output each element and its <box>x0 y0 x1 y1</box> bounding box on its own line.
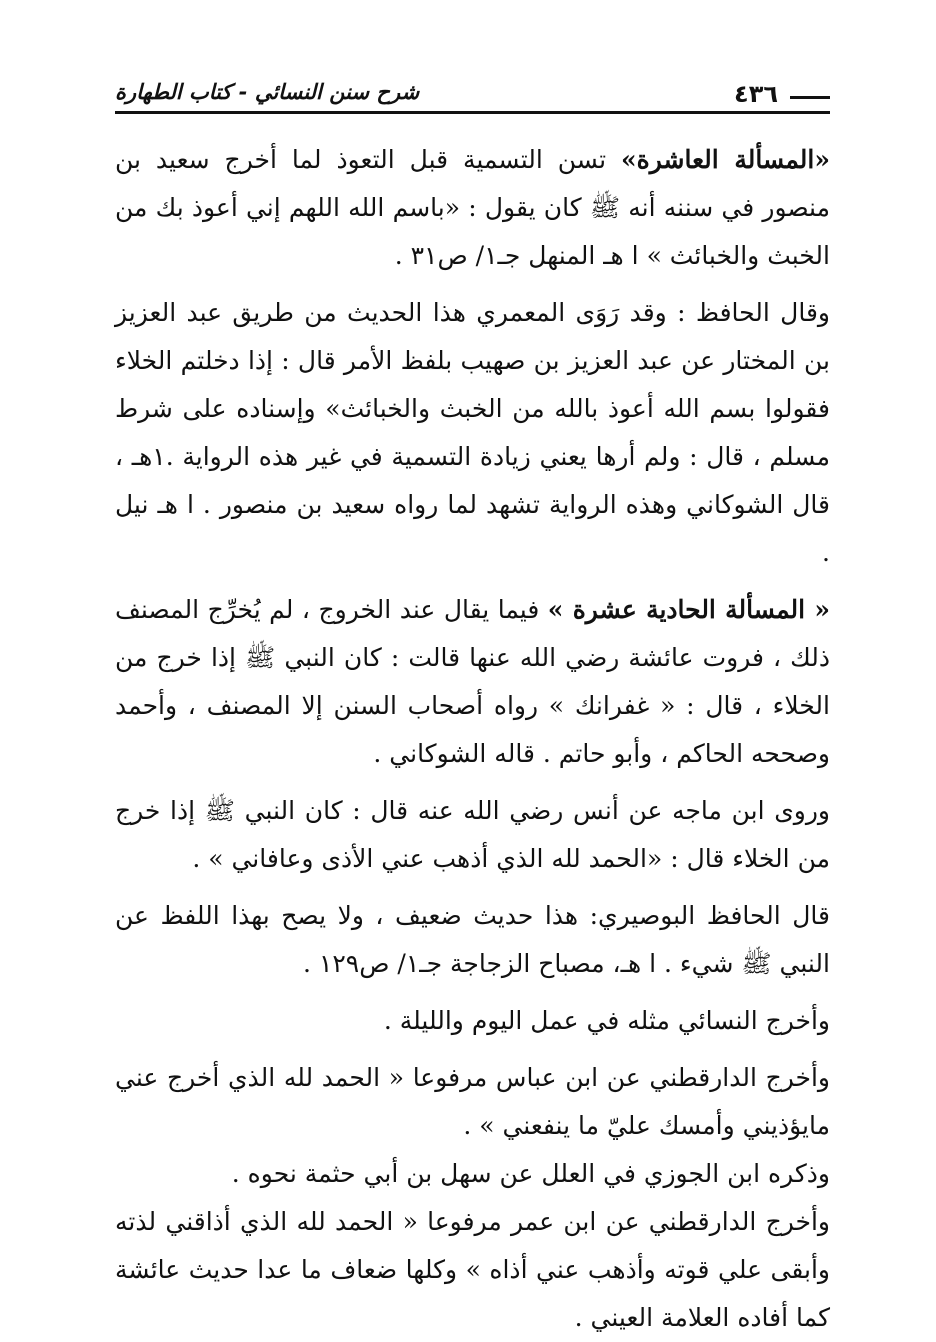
paragraph-text: وروى ابن ماجه عن أنس رضي الله عنه قال : كان النبي ﷺ إذا خرج من الخلاء قال : «الحمد لله الذي أذهب عني الأذى وعافاني » . <box>115 796 830 873</box>
paragraph-text: وأخرج النسائي مثله في عمل اليوم والليلة . <box>383 1006 830 1035</box>
body-text <box>115 136 830 1342</box>
page-number: ٤٣٦ <box>734 80 778 108</box>
paragraph-text: تسن التسمية قبل التعوذ لما أخرج سعيد بن منصور في سننه أنه ﷺ كان يقول : «باسم الله اللهم إني أعوذ بك من الخبث والخبائث » ا هـ المنهل جـ١/ ص٣١ . <box>115 145 830 270</box>
paragraph-ibn-jawzi <box>115 1150 830 1198</box>
paragraph-masala-hadiya-ashra <box>115 586 830 778</box>
section-heading: « المسألة الحادية عشرة » <box>547 595 830 624</box>
paragraph-daraqutni-ibn-umar <box>115 1198 830 1342</box>
paragraph-daraqutni-ibn-abbas <box>115 1054 830 1150</box>
header-rule <box>115 111 830 114</box>
paragraph-hafiz <box>115 289 830 577</box>
paragraph-busiri <box>115 892 830 988</box>
paragraph-text: وأخرج الدارقطني عن ابن عمر مرفوعا « الحمد لله الذي أذاقني لذته وأبقى علي قوته وأذهب عني أذاه » وكلها ضعاف ما عدا حديث عائشة كما أفاده العلامة العيني . <box>115 1207 830 1332</box>
paragraph-masala-ashira <box>115 136 830 280</box>
page-number-dash <box>790 96 830 99</box>
section-heading: «المسألة العاشرة» <box>621 145 830 174</box>
paragraph-text: قال الحافظ البوصيري: هذا حديث ضعيف ، ولا يصح بهذا اللفظ عن النبي ﷺ شيء . ا هـ، مصباح الزجاجة جـ١/ ص١٢٩ . <box>115 901 830 978</box>
paragraph-text: وقال الحافظ : وقد رَوَى المعمري هذا الحديث من طريق عبد العزيز بن المختار عن عبد العزيز بن صهيب بلفظ الأمر قال : إذا دخلتم الخلاء فقولوا بسم الله أعوذ بالله من الخبث والخبائث» وإسناده على شرط مسلم ، قال : ولم أرها يعني زيادة التسمية في غير هذه الرواية .١هـ ، قال الشوكاني وهذه الرواية تشهد لما رواه سعيد بن منصور . ا هـ نيل . <box>115 298 830 567</box>
paragraph-nasai <box>115 997 830 1045</box>
paragraph-text: وذكره ابن الجوزي في العلل عن سهل بن أبي حثمة نحوه . <box>231 1159 830 1188</box>
paragraph-ibn-majah <box>115 787 830 883</box>
running-header <box>115 78 830 118</box>
paragraph-text: فيما يقال عند الخروج ، لم يُخرِّج المصنف ذلك ، فروت عائشة رضي الله عنها قالت : كان النبي ﷺ إذا خرج من الخلاء ، قال : « غفرانك » رواه أصحاب السنن إلا المصنف ، وأحمد وصححه الحاكم ، وأبو حاتم . قاله الشوكاني . <box>115 595 830 768</box>
paragraph-text: وأخرج الدارقطني عن ابن عباس مرفوعا « الحمد لله الذي أخرج عني مايؤذيني وأمسك عليّ ما ينفعني » . <box>115 1063 830 1140</box>
header-title: شرح سنن النسائي - كتاب الطهارة <box>115 80 420 104</box>
